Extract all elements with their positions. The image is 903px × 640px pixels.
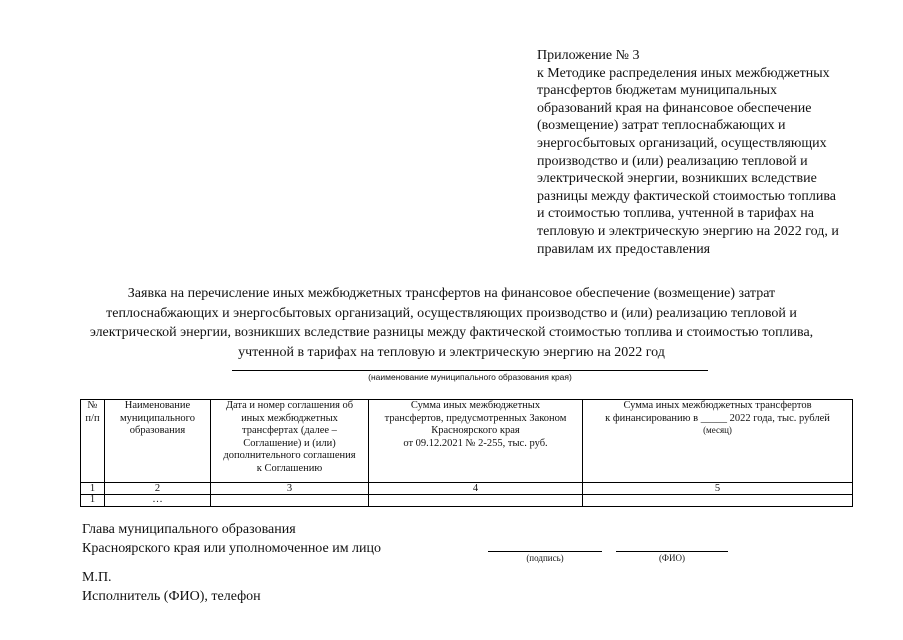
appendix-line: образований края на финансовое обеспечение <box>537 100 812 116</box>
table-cell[interactable] <box>211 495 369 507</box>
header-text: Сумма иных межбюджетных трансфертов <box>623 400 812 411</box>
appendix-line: трансфертов бюджетам муниципальных <box>537 83 778 99</box>
column-number: 1 <box>81 483 105 495</box>
column-number: 4 <box>369 483 583 495</box>
table-cell[interactable]: 1 <box>81 495 105 507</box>
title-line: учтенной в тарифах на тепловую и электрическую энергию на 2022 год <box>238 344 665 360</box>
title-line: теплоснабжающих и энергосбытовых организаций, осуществляющих производство и (или) реализацию тепловой и <box>106 305 797 321</box>
header-text: Дата и номер соглашения об <box>225 400 354 411</box>
seal-label: М.П. <box>82 570 112 585</box>
municipality-caption: (наименование муниципального образования края) <box>368 372 572 382</box>
title-line: электрической энергии, возникших вследствие разницы между фактической стоимостью топлива и стоимостью топлива, <box>89 325 814 340</box>
signature-caption: (подпись) <box>526 553 564 563</box>
appendix-line: (возмещение) затрат теплоснабжающих и <box>537 118 786 134</box>
appendix-line: правилам их предоставления <box>537 241 711 257</box>
head-line: Глава муниципального образования <box>82 522 296 537</box>
table-number-row <box>81 483 853 495</box>
appendix-line: разницы между фактической стоимостью топлива <box>537 188 836 204</box>
header-cell-financing-amount <box>583 400 853 483</box>
appendix-line: электрической энергии, возникших вследствие <box>537 171 817 187</box>
head-line: Красноярского края или уполномоченное им лицо <box>82 541 382 556</box>
document-title <box>60 284 843 362</box>
header-text: трансфертов, предусмотренных Законом <box>384 412 567 424</box>
header-text: п/п <box>85 412 100 424</box>
table-cell[interactable]: … <box>105 495 211 507</box>
column-number: 5 <box>583 483 853 495</box>
header-text: к Соглашению <box>256 462 323 474</box>
appendix-block <box>537 47 882 258</box>
table-cell[interactable] <box>369 495 583 507</box>
header-text: (месяц) <box>703 425 732 436</box>
appendix-line: Приложение № 3 <box>537 48 640 63</box>
seal-and-executor <box>82 568 261 606</box>
column-number: 3 <box>211 483 369 495</box>
appendix-line: и стоимостью топлива, учтенной в тарифах на <box>537 206 815 222</box>
header-text: образования <box>129 425 186 437</box>
header-text: к финансированию в _____ 2022 года, тыс. рублей <box>605 412 830 424</box>
fio-blank-line[interactable] <box>616 551 728 552</box>
header-text: муниципального <box>120 412 195 424</box>
column-number: 2 <box>105 483 211 495</box>
signature-blank-line[interactable] <box>488 551 602 552</box>
appendix-line: производство и (или) реализацию тепловой и <box>537 153 808 169</box>
header-cell-agreement <box>211 400 369 483</box>
header-cell-law-amount <box>369 400 583 483</box>
appendix-line: энергосбытовых организаций, осуществляющих <box>537 135 827 151</box>
table-cell[interactable] <box>583 495 853 507</box>
head-signature-label <box>82 520 381 558</box>
header-text: дополнительного соглашения <box>223 450 356 462</box>
appendix-line: тепловую и электрическую энергию на 2022 год, и <box>537 223 839 239</box>
header-text: от 09.12.2021 № 2-255, тыс. руб. <box>403 437 548 449</box>
header-cell-number <box>81 400 105 483</box>
table-row <box>81 495 853 507</box>
title-line: Заявка на перечисление иных межбюджетных трансфертов на финансовое обеспечение (возмещение) затрат <box>127 286 776 301</box>
table-header-row <box>81 400 853 483</box>
header-text: № <box>87 400 98 411</box>
executor-label: Исполнитель (ФИО), телефон <box>82 589 261 604</box>
header-text: Наименование <box>124 400 191 411</box>
appendix-line: к Методике распределения иных межбюджетных <box>537 65 830 81</box>
header-text: иных межбюджетных <box>241 412 338 424</box>
request-table <box>80 399 853 507</box>
header-text: Соглашение) и (или) <box>243 437 336 449</box>
header-text: Красноярского края <box>431 425 520 437</box>
header-cell-municipality <box>105 400 211 483</box>
municipality-blank-line[interactable] <box>232 370 708 371</box>
header-text: трансфертах (далее – <box>242 425 337 437</box>
fio-caption: (ФИО) <box>658 553 686 563</box>
header-text: Сумма иных межбюджетных <box>410 400 541 411</box>
